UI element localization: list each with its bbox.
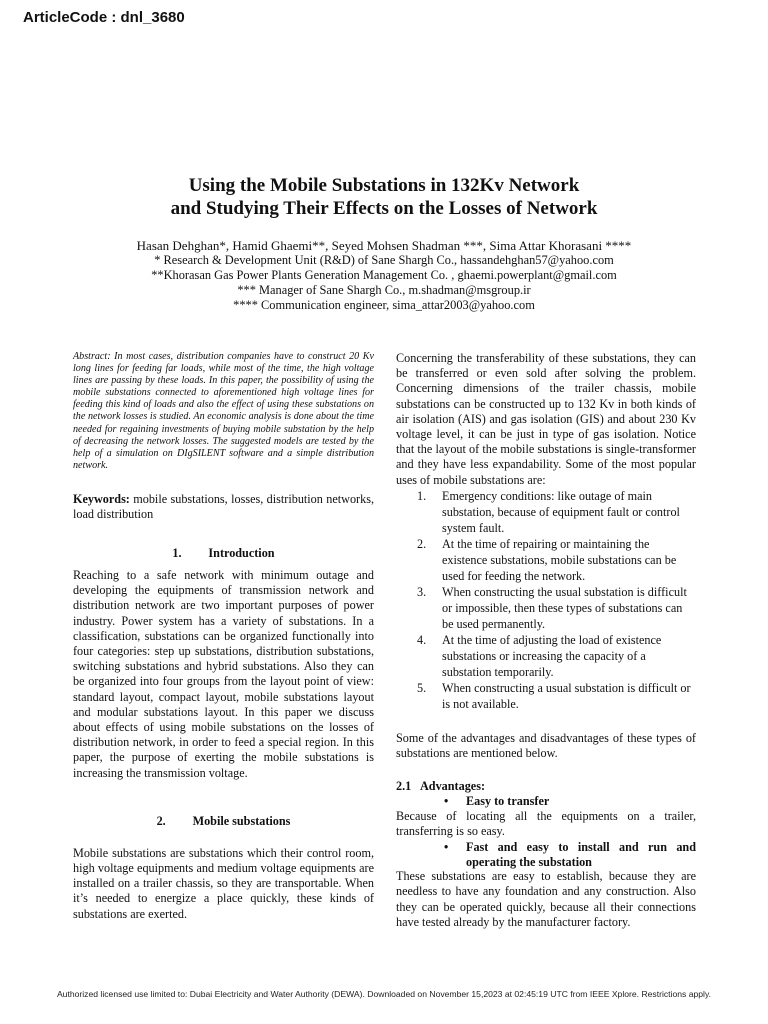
list-item bbox=[396, 584, 696, 632]
bullet-icon: • bbox=[444, 840, 449, 855]
list-item bbox=[396, 680, 696, 712]
list-text: Emergency conditions: like outage of main substation, because of equipment fault or control system fault. bbox=[442, 488, 680, 535]
left-column bbox=[73, 351, 374, 922]
subsection-title: Advantages: bbox=[420, 779, 486, 794]
section-1-text: Reaching to a safe network with minimum outage and developing the equipments of transmission network and distribution network are two important purposes of power industry. Power system has a variety of substations. In a classification, substations can be organized functionally into four categories: step up substations, distribution substations, switching substations and hybrid substations. Also they can be organized into four groups from the layout point of view: standard layout, compact layout, mobile substations layout and modular substations layout. In this paper we discuss about effects of using mobile substations on the losses of distribution network, in order to feed a special region. In this paper, the purpose of exerting the mobile substations is increasing the transmission voltage. bbox=[73, 567, 374, 780]
keywords bbox=[73, 492, 374, 522]
section-1-heading bbox=[73, 546, 374, 561]
list-number: 2. bbox=[417, 536, 427, 551]
bullet-title: Fast and easy to install and run and operating the substation bbox=[466, 840, 696, 869]
bullet-easy-transfer bbox=[396, 794, 696, 809]
right-column bbox=[396, 351, 696, 930]
keywords-text: mobile substations, losses, distribution networks, load distribution bbox=[73, 491, 374, 521]
section-2-heading bbox=[73, 814, 374, 829]
keywords-label: Keywords: bbox=[73, 491, 130, 506]
section-2-title: Mobile substations bbox=[192, 813, 291, 828]
section-2-text: Mobile substations are substations which their control room, high voltage equipments and medium voltage equipments are installed on a trailer chassis, so they are transportable. When it’s needed to energize a place quickly, these kinds of substations are exerted. bbox=[73, 845, 374, 921]
license-footer: Authorized licensed use limited to: Dubai Electricity and Water Authority (DEWA). Downloaded on November 15,2023 at 02:45:19 UTC from IEEE Xplore. Restrictions apply. bbox=[56, 989, 712, 999]
list-number: 4. bbox=[417, 632, 427, 647]
title-line-1: Using the Mobile Substations in 132Kv Network bbox=[188, 175, 580, 196]
affiliation-3: *** Manager of Sane Shargh Co., m.shadman@msgroup.ir bbox=[237, 283, 531, 297]
list-text: When constructing a usual substation is difficult or is not available. bbox=[442, 680, 691, 711]
list-text: When constructing the usual substation is difficult or impossible, then these types of substations can be used permanently. bbox=[442, 584, 687, 631]
list-item bbox=[396, 488, 696, 536]
list-item bbox=[396, 536, 696, 584]
list-number: 5. bbox=[417, 680, 427, 695]
affiliation-1: * Research & Development Unit (R&D) of Sane Shargh Co., hassandehghan57@yahoo.com bbox=[154, 253, 614, 267]
list-number: 1. bbox=[417, 488, 427, 503]
subsection-2-1-heading bbox=[396, 779, 696, 794]
affiliation-4: **** Communication engineer, sima_attar2003@yahoo.com bbox=[233, 298, 535, 312]
section-2-number: 2. bbox=[156, 813, 166, 828]
mobile-intro-text: Concerning the transferability of these substations, they can be transferred or even sold after solving the problem. Concerning dimensions of the trailer chassis, mobile substations can be constructed up to 132 Kv in both kinds of air isolation (AIS) and gas isolation (GIS) and about 230 Kv voltage level, it can be just in type of gas isolation. Notice that the layout of the mobile substations is single-transformer and they have less expandability. Some of the most popular uses of mobile substations are: bbox=[396, 351, 696, 487]
abstract: Abstract: In most cases, distribution companies have to construct 20 Kv long lines for feeding far loads, while most of the time, the high voltage lines are passing by these loads. In this paper, the possibility of using the mobile substations connected to aforementioned high voltage lines for feeding this kind of loads and also the effect of using these substations on the network losses is studied. An economic analysis is done about the time needed for regaining investments of buying mobile substation by the help of decreasing the network losses. The suggested models are tested by the help of a simulation on DIgSILENT software and a simple distribution network. bbox=[73, 351, 374, 471]
bullet-icon: • bbox=[444, 794, 449, 809]
bullet-fast-install bbox=[396, 840, 696, 869]
author-list: Hasan Dehghan*, Hamid Ghaemi**, Seyed Mohsen Shadman ***, Sima Attar Khorasani **** bbox=[136, 238, 632, 253]
title-line-2: and Studying Their Effects on the Losses of Network bbox=[170, 198, 598, 219]
authors-block bbox=[40, 238, 728, 313]
affiliation-2: **Khorasan Gas Power Plants Generation Management Co. , ghaemi.powerplant@gmail.com bbox=[151, 268, 617, 282]
advantages-intro: Some of the advantages and disadvantages of these types of substations are mentioned below. bbox=[396, 730, 696, 761]
bullet-2-text: These substations are easy to establish, because they are needless to have any foundation and any construction. Also they can be operated quickly, because all their connections have tested already by the manufacturer factory. bbox=[396, 869, 696, 929]
subsection-number: 2.1 bbox=[396, 779, 412, 794]
article-code: ArticleCode : dnl_3680 bbox=[23, 9, 185, 26]
bullet-1-text: Because of locating all the equipments on a trailer, transferring is so easy. bbox=[396, 808, 696, 838]
bullet-title: Easy to transfer bbox=[466, 794, 550, 809]
section-1-number: 1. bbox=[172, 545, 182, 560]
list-number: 3. bbox=[417, 584, 427, 599]
list-text: At the time of adjusting the load of existence substations or increasing the capacity of a substation temporarily. bbox=[442, 632, 662, 679]
list-text: At the time of repairing or maintaining the existence substations, mobile substations can be used for feeding the network. bbox=[442, 536, 677, 583]
list-item bbox=[396, 632, 696, 680]
section-1-title: Introduction bbox=[208, 545, 275, 560]
paper-title bbox=[60, 174, 708, 220]
uses-list bbox=[396, 488, 696, 712]
